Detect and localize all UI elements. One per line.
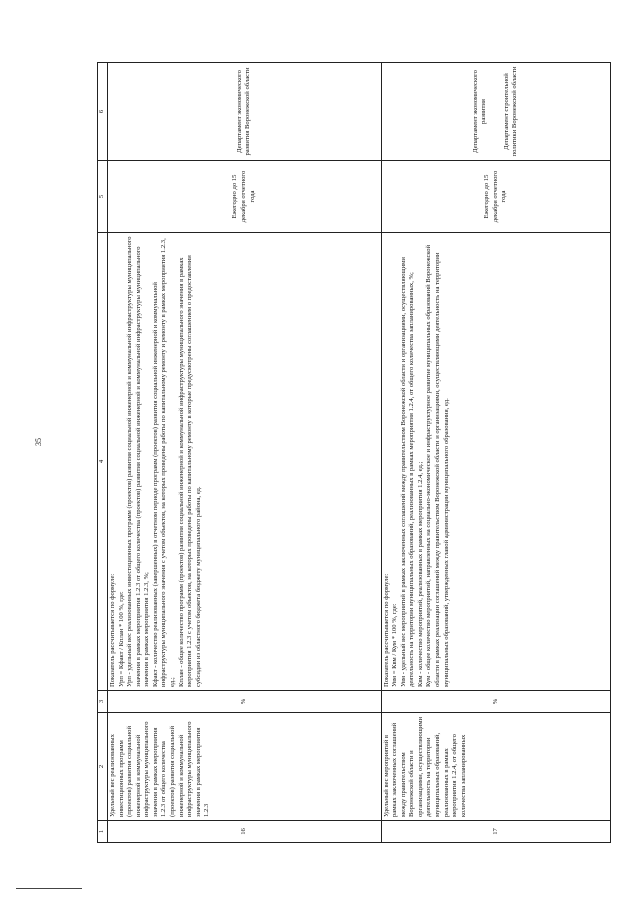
header-cell: 5 (98, 161, 108, 233)
indicators-table (97, 62, 611, 843)
header-cell: 4 (98, 233, 108, 691)
method-line: Кфакт - количество реализованных (завершенных) в отчетном периоде программ (проектов) развития социальной инженерной и коммунальной инфраструктуры муниципального значения с учетом объектов, на которых проведены работы по капитальному ремонту и ремонту в рамках мероприятия 1.2.3, ед.; (151, 238, 176, 687)
header-cell: 1 (98, 821, 108, 843)
header-cell: 2 (98, 713, 108, 821)
unit-cell: % (108, 691, 382, 713)
method-line: Показатель рассчитывается по формуле: (382, 573, 390, 687)
table-row (108, 63, 382, 843)
header-row (98, 63, 108, 843)
header-cell: 3 (98, 691, 108, 713)
unit-cell: % (381, 691, 610, 713)
footnote-divider (16, 888, 82, 889)
method-cell (108, 233, 382, 691)
responsible-line: Департамент экономического развития Воронежской области (235, 67, 252, 156)
method-cell (381, 233, 610, 691)
indicator-name: Удельный вес реализованных инвестиционных программ (проектов) развития социальной инженерной и коммунальной инфраструктуры муниципального значения в рамках мероприятия 1.2.3 от общего количества (проектов) развития социальной инженерной и коммунальной инфраструктуры муниципального значения в рамках мероприятия 1.2.3 (108, 713, 382, 821)
page-number: 35 (34, 438, 43, 446)
method-line: Показатель рассчитывается по формуле: (109, 573, 116, 687)
term-cell: Ежегодно до 15 декабря отчетного года (381, 161, 610, 233)
method-line: Увм - удельный вес мероприятий в рамках заключенных соглашений между правительством Воронежской области и организациями, осуществляющими деятельность на территории муниципальных образований, реализованных в рамках мероприятия 1.2.4, от общего количества запланированных, %; (399, 257, 416, 687)
row-number: 16 (108, 821, 382, 843)
row-number: 17 (381, 821, 610, 843)
rotated-table-container (97, 63, 611, 843)
term-cell: Ежегодно до 15 декабря отчетного года (108, 161, 382, 233)
header-cell: 6 (98, 63, 108, 161)
method-line: Кум - общее количество мероприятий, направленных на социально-экономическое и инфраструктурное развитие муниципальных образований Воронежской области в рамках реализации соглашений между правительством Воронежской области и организациями, осуществляющими деятельность на территории муниципальных образований, утвержденных главой администрации муниципального образования, ед. (425, 244, 450, 687)
indicator-name: Удельный вес мероприятий в рамках заключенных соглашений между правительством Воронежской области и организациями, осуществляющими деятельность на территории муниципальных образований, реализованных в рамках мероприятия 1.2.4, от общего количества запланированных (381, 713, 610, 821)
method-line: Урп = Кфакт / Кплан * 100 %, где: (117, 591, 125, 687)
method-line: Увм = Квм / Кум * 100 %, где: (391, 603, 399, 687)
table-row (381, 63, 610, 843)
responsible-cell (381, 63, 610, 161)
method-line: Урп - удельный вес реализованных инвестиционных программ (проектов) развития социальной инженерной и коммунальной инфраструктуры муниципального значения в рамках мероприятия 1.2.3 от общего количества (проектов) развития социальной инженерной и коммунальной инфраструктуры муниципального значения в рамках мероприятия 1.2.3, %; (126, 236, 151, 687)
responsible-cell (108, 63, 382, 161)
responsible-line: Департамент строительной политики Воронежской области (502, 66, 519, 157)
method-line: Квм - количество мероприятий, реализованных в рамках мероприятия 1.2.4, ед.; (416, 461, 424, 687)
method-line: Кплан - общее количество программ (проектов) развития социальной инженерной и коммунальной инфраструктуры муниципального значения в рамках мероприятия 1.2.3 с учетом объектов, на которых проведены работы по капитальному ремонту в которые предусмотрены соглашением о предоставлении субсидии из областного бюджета бюджету муниципального района, ед. (177, 255, 202, 687)
responsible-line: Департамент экономического развития (471, 70, 488, 153)
